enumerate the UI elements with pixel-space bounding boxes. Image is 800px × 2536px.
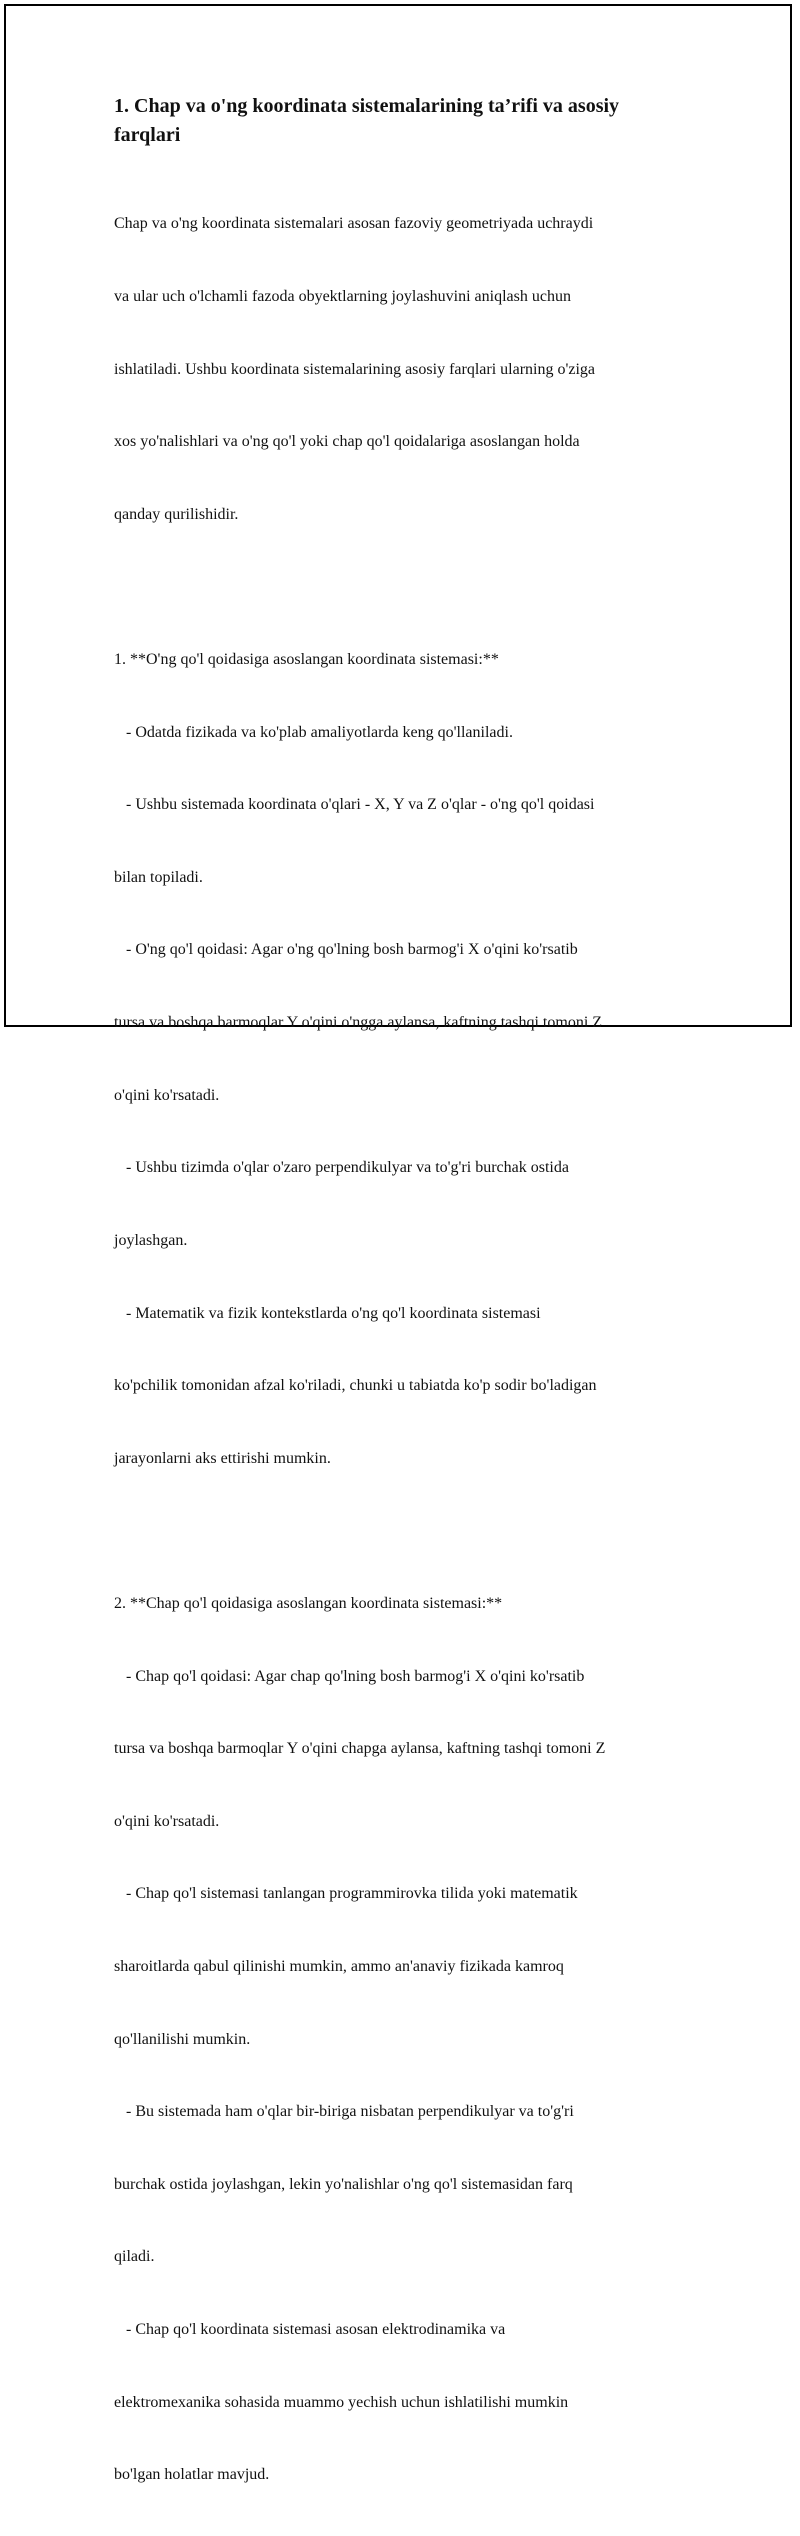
text-line: - Bu sistemada ham o'qlar bir-biriga nisbatan perpendikulyar va to'g'ri [114, 2103, 574, 2121]
paragraph-spacer [114, 1519, 694, 1543]
text-line: qo'llanilishi mumkin. [114, 2030, 251, 2048]
text-line: elektromexanika sohasida muammo yechish uchun ishlatilishi mumkin [114, 2393, 569, 2411]
intro-paragraph [114, 164, 694, 575]
text-line: xos yo'nalishlari va o'ng qo'l yoki chap qo'l qoidalariga asoslangan holda [114, 433, 580, 451]
paragraph-spacer [114, 575, 694, 599]
text-line: ishlatiladi. Ushbu koordinata sistemalarining asosiy farqlari ularning o'ziga [114, 360, 595, 378]
text-line: 1. **O'ng qo'l qoidasiga asoslangan koordinata sistemasi:** [114, 651, 499, 669]
text-line: bilan topiladi. [114, 868, 203, 886]
text-line: burchak ostida joylashgan, lekin yo'nalishlar o'ng qo'l sistemasidan farq [114, 2175, 573, 2193]
text-line: qiladi. [114, 2248, 155, 2266]
text-line: tursa va boshqa barmoqlar Y o'qini chapga aylansa, kaftning tashqi tomoni Z [114, 1740, 606, 1758]
text-line: - Matematik va fizik kontekstlarda o'ng qo'l koordinata sistemasi [114, 1304, 541, 1322]
text-line: qanday qurilishidir. [114, 505, 239, 523]
text-line: - Chap qo'l qoidasi: Agar chap qo'lning bosh barmog'i X o'qini ko'rsatib [114, 1667, 585, 1685]
text-line: o'qini ko'rsatadi. [114, 1086, 220, 1104]
text-line: jarayonlarni aks ettirishi mumkin. [114, 1449, 331, 1467]
text-line: bo'lgan holatlar mavjud. [114, 2466, 270, 2484]
text-line: - Odatda fizikada va ko'plab amaliyotlarda keng qo'llaniladi. [114, 723, 513, 741]
text-line: sharoitlarda qabul qilinishi mumkin, ammo an'anaviy fizikada kamroq [114, 1958, 564, 1975]
text-line: va ular uch o'lchamli fazoda obyektlarning joylashuvini aniqlash uchun [114, 288, 571, 306]
text-line: o'qini ko'rsatadi. [114, 1812, 220, 1830]
section-heading [114, 92, 694, 150]
text-line: joylashgan. [114, 1231, 188, 1249]
text-line: - Chap qo'l koordinata sistemasi asosan elektrodinamika va [114, 2321, 506, 2339]
text-line: ko'pchilik tomonidan afzal ko'riladi, chunki u tabiatda ko'p sodir bo'ladigan [114, 1377, 597, 1395]
heading-line: 1. Chap va o'ng koordinata sistemalarining ta’rifi va asosiy [114, 95, 620, 117]
text-line: - O'ng qo'l qoidasi: Agar o'ng qo'lning bosh barmog'i X o'qini ko'rsatib [114, 941, 578, 959]
left-hand-section [114, 1544, 694, 2536]
text-line: - Ushbu sistemada koordinata o'qlari - X, Y va Z o'qlar - o'ng qo'l qoidasi [114, 796, 595, 814]
text-line: - Ushbu tizimda o'qlar o'zaro perpendikulyar va to'g'ri burchak ostida [114, 1159, 569, 1177]
heading-line: farqlari [114, 124, 181, 146]
text-line: Chap va o'ng koordinata sistemalari asosan fazoviy geometriyada uchraydi [114, 215, 594, 233]
text-line: tursa va boshqa barmoqlar Y o'qini o'ngga aylansa, kaftning tashqi tomoni Z [114, 1014, 603, 1032]
document-body [114, 92, 694, 2536]
right-hand-section [114, 600, 694, 1520]
text-line: 2. **Chap qo'l qoidasiga asoslangan koordinata sistemasi:** [114, 1594, 503, 1612]
text-line: - Chap qo'l sistemasi tanlangan programmirovka tilida yoki matematik [114, 1885, 578, 1903]
